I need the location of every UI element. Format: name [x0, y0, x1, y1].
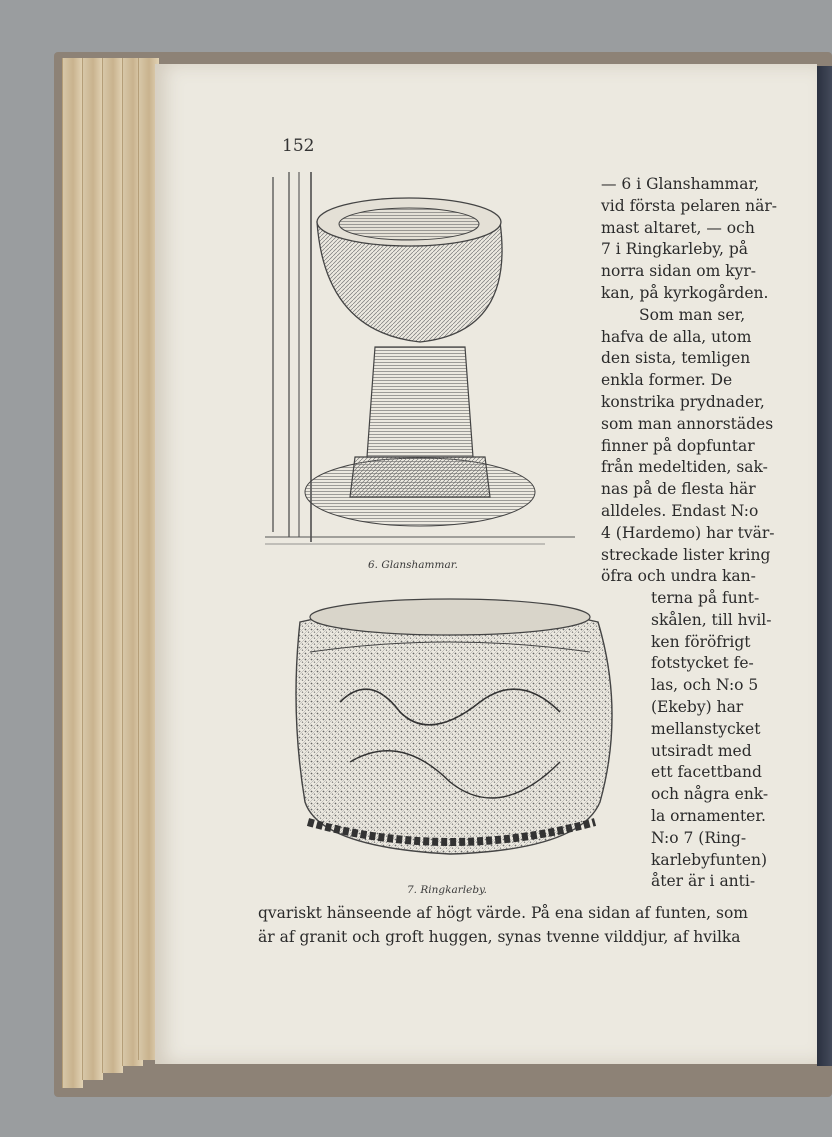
- text-line: kan, på kyrkogården.: [601, 283, 769, 302]
- text-line: — 6 i Glanshammar,: [601, 175, 760, 193]
- text-line: konstrika prydnader,: [601, 392, 765, 411]
- text-line: karlebyfunten): [651, 850, 767, 869]
- text-line-full: är af granit och groft huggen, synas tvenne vilddjur, af hvilka: [258, 928, 741, 946]
- page-edges: [82, 58, 103, 1080]
- text-line: nas på de flesta här: [601, 480, 756, 499]
- text-line: (Ekeby) har: [651, 697, 744, 716]
- text-line: hafva de alla, utom: [601, 327, 752, 346]
- page-number: 152: [282, 136, 315, 156]
- page-edges: [62, 58, 83, 1088]
- text-line: och några enk-: [651, 785, 769, 804]
- text-line: mellanstycket: [651, 719, 761, 738]
- text-line: utsiradt med: [651, 741, 752, 760]
- text-line: vid första pelaren när-: [601, 196, 778, 215]
- text-line: öfra och undra kan-: [601, 567, 756, 586]
- text-line: alldeles. Endast N:o: [601, 501, 759, 520]
- text-line: la ornamenter.: [651, 806, 766, 825]
- text-line: från medeltiden, sak-: [601, 458, 768, 477]
- text-line: streckade lister kring: [601, 545, 771, 564]
- text-line: Som man ser,: [639, 305, 746, 324]
- text-line: 7 i Ringkarleby, på: [601, 240, 749, 259]
- text-line: mast altaret, — och: [601, 218, 755, 237]
- font-illustration-ringkarleby: [280, 592, 625, 882]
- text-line: N:o 7 (Ring-: [651, 828, 747, 847]
- text-line-full: qvariskt hänseende af högt värde. På ena sidan af funten, som: [258, 904, 748, 922]
- next-page-spine: [817, 66, 832, 1066]
- text-line: finner på dopfuntar: [601, 436, 755, 455]
- font-illustration-glanshammar: [265, 172, 585, 552]
- page-edges: [102, 58, 123, 1073]
- text-line: 4 (Hardemo) har tvär-: [601, 523, 775, 542]
- text-line: norra sidan om kyr-: [601, 262, 757, 281]
- text-line: terna på funt-: [651, 589, 760, 607]
- text-line: den sista, temligen: [601, 349, 751, 368]
- text-line: ken föröfrigt: [651, 632, 751, 651]
- text-line: som man annorstädes: [601, 414, 774, 433]
- text-line: åter är i anti-: [651, 872, 756, 891]
- figure-caption-7: 7. Ringkarleby.: [407, 884, 487, 896]
- figure-caption-6: 6. Glanshammar.: [368, 559, 458, 571]
- text-line: las, och N:o 5: [651, 676, 759, 695]
- text-line: enkla former. De: [601, 371, 733, 390]
- book-page: [155, 64, 817, 1064]
- text-line: fotstycket fe-: [651, 654, 754, 673]
- text-column-upper: [601, 174, 778, 588]
- text-line: ett facettband: [651, 763, 762, 782]
- text-column-lower: [651, 588, 771, 893]
- text-line: skålen, till hvil-: [651, 610, 772, 629]
